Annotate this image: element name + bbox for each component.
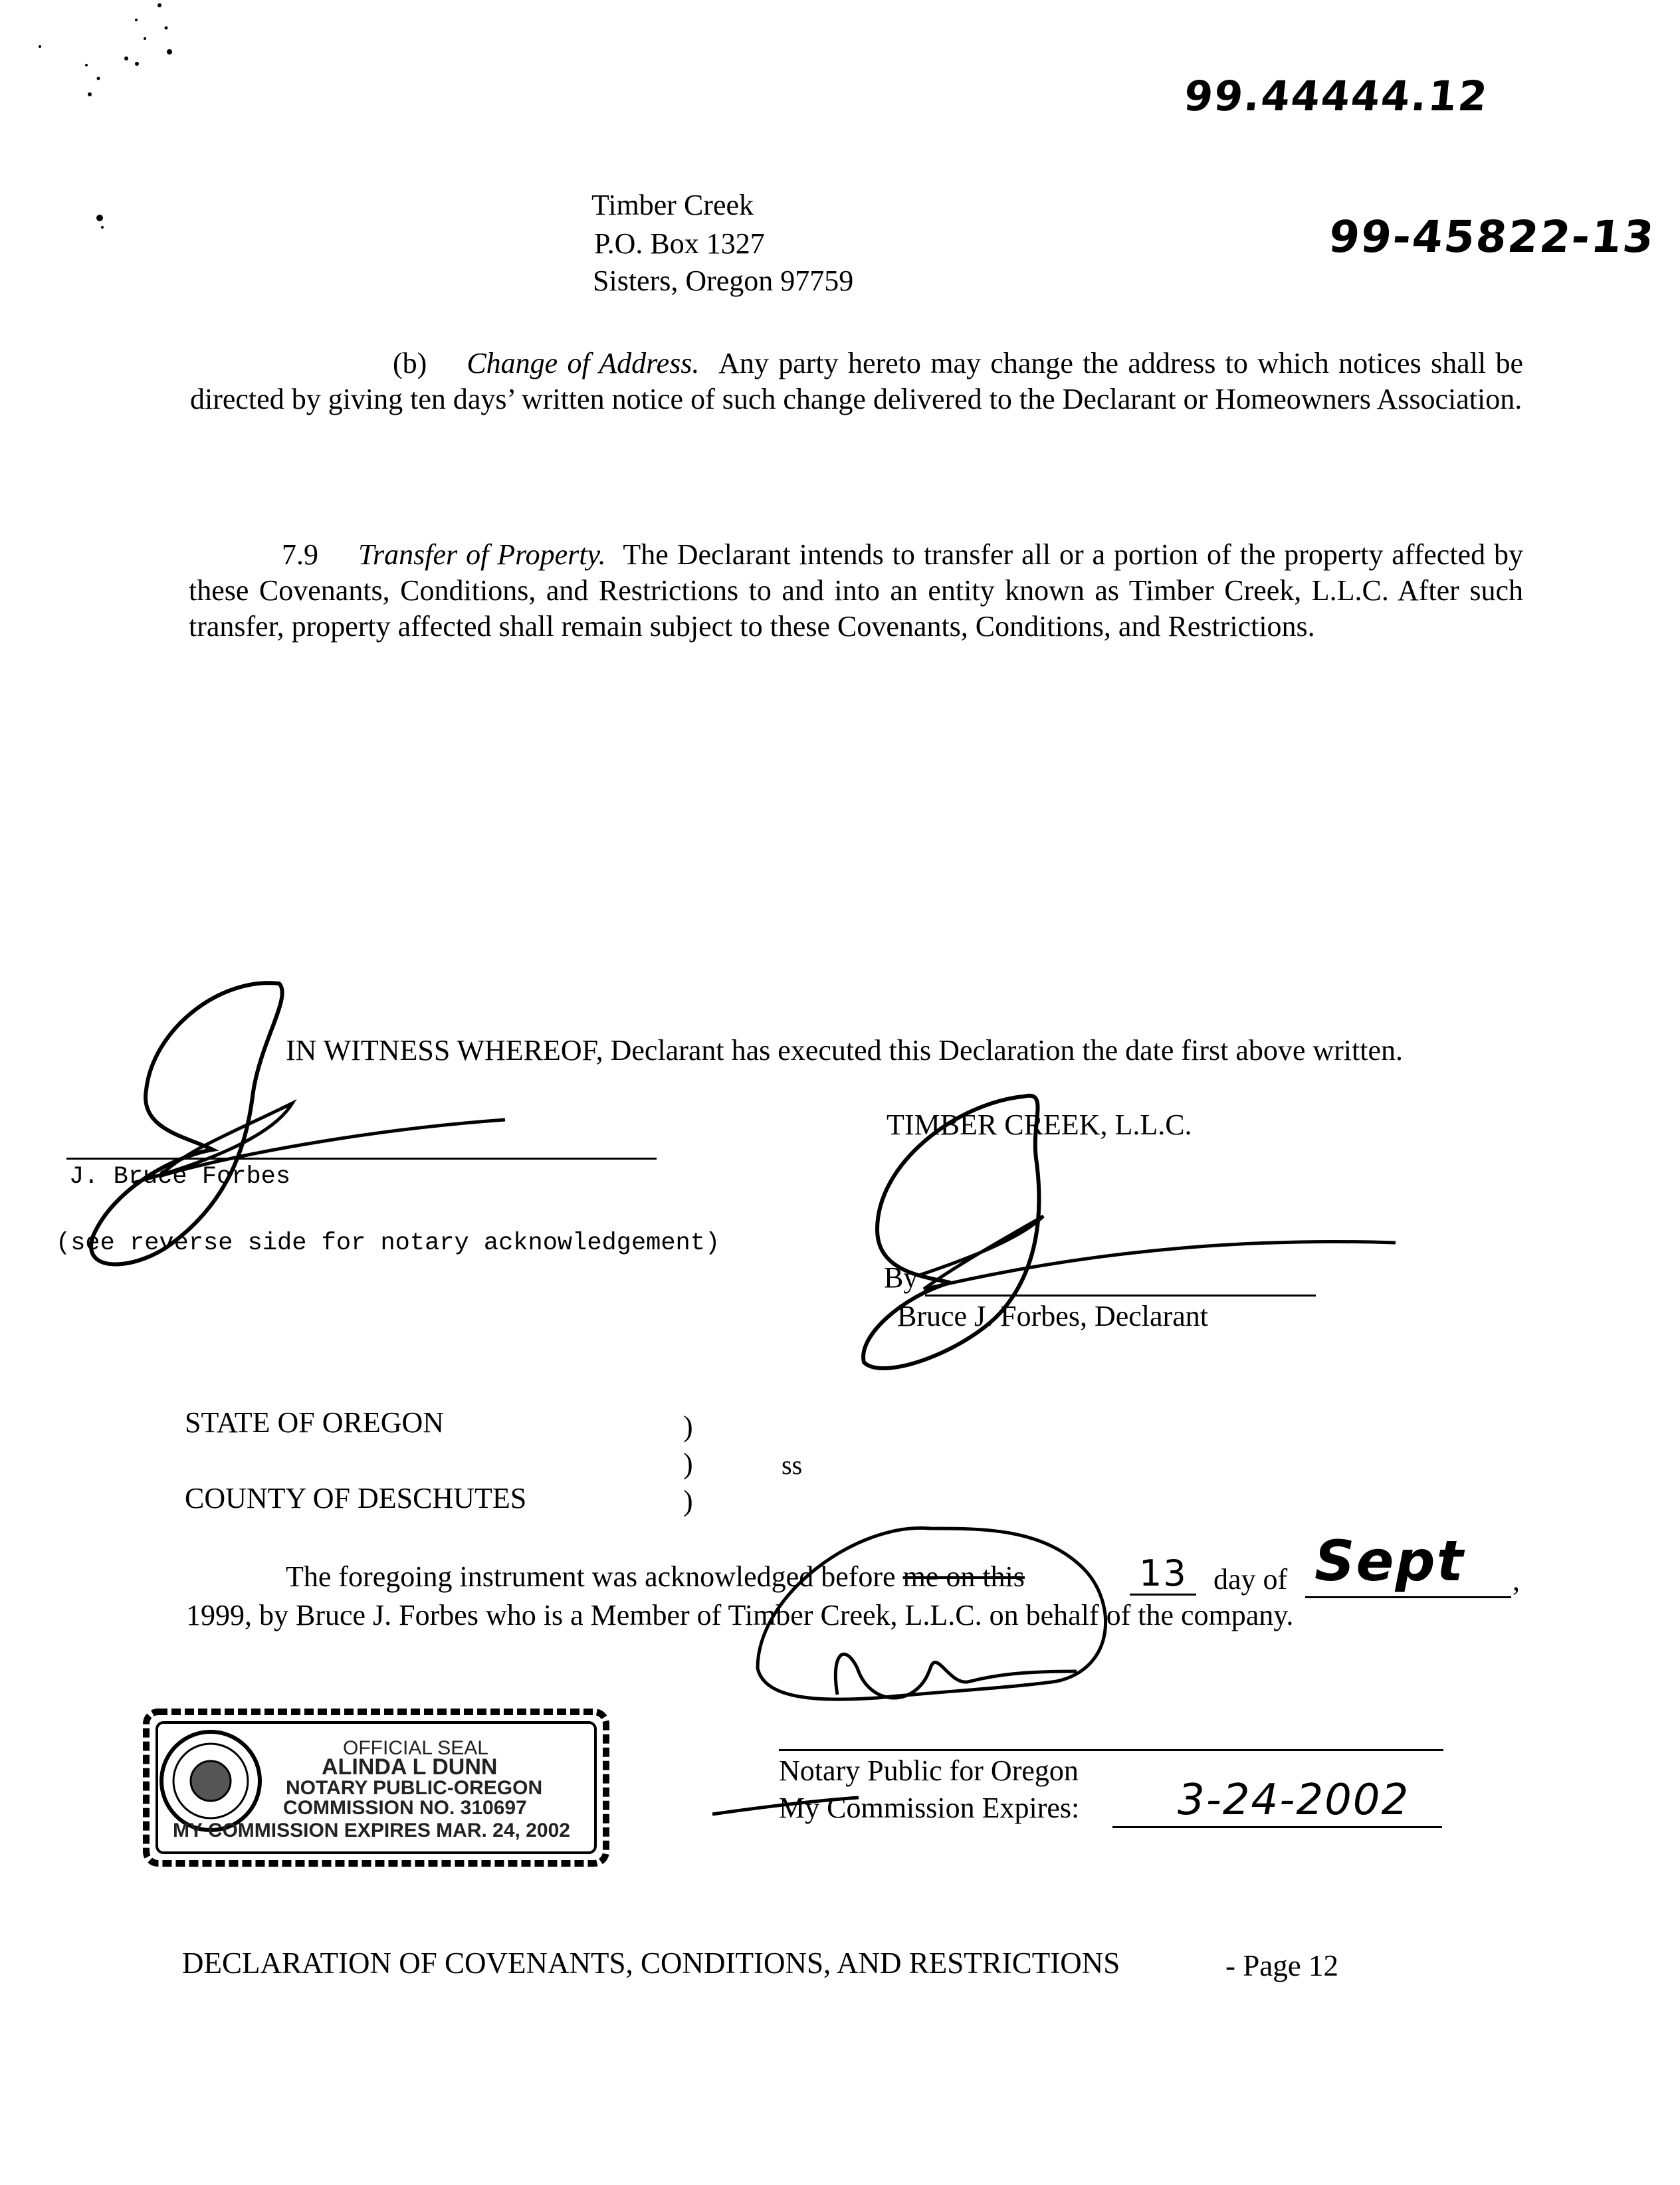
notary-signature — [744, 1515, 1156, 1734]
witness-clause: IN WITNESS WHEREOF, Declarant has executed this Declaration the date first above written. — [286, 1034, 1404, 1067]
section-number: 7.9 — [282, 538, 318, 571]
address-line-3: Sisters, Oregon 97759 — [593, 264, 854, 297]
scan-speck-left — [93, 211, 120, 238]
state-venue: STATE OF OREGON — [185, 1406, 445, 1439]
notary-reverse-note: (see reverse side for notary acknowledgement) — [56, 1229, 720, 1257]
scan-specks — [0, 0, 199, 146]
venue-paren-1: ) — [683, 1410, 693, 1443]
seal-line-2: ALINDA L DUNN — [322, 1754, 498, 1780]
seal-line-3: NOTARY PUBLIC-OREGON — [286, 1777, 543, 1799]
document-number-2: 99-45822-13 — [1326, 211, 1658, 262]
day-of-label: day of — [1213, 1563, 1288, 1596]
month-comma: , — [1513, 1564, 1520, 1597]
seal-line-4: COMMISSION NO. 310697 — [283, 1797, 527, 1819]
acknowledgment-line-2: 1999, by Bruce J. Forbes who is a Member of Timber Creek, L.L.C. on behalf of the company. — [186, 1599, 1294, 1631]
venue-paren-2: ) — [683, 1447, 693, 1480]
commission-expires-label: My Commission Expires: — [779, 1792, 1080, 1824]
company-name: TIMBER CREEK, L.L.C. — [887, 1108, 1192, 1141]
declarant-name: Bruce J. Forbes, Declarant — [897, 1300, 1208, 1332]
transfer-of-property-paragraph — [189, 537, 1523, 645]
by-label: By — [884, 1261, 918, 1294]
footer-title: DECLARATION OF COVENANTS, CONDITIONS, AND RESTRICTIONS — [182, 1946, 1120, 1980]
subsection-heading: Change of Address. — [467, 347, 700, 379]
notary-title: Notary Public for Oregon — [779, 1754, 1079, 1787]
subsection-marker: (b) — [393, 347, 427, 379]
change-of-address-paragraph — [190, 346, 1523, 417]
left-signature — [53, 977, 518, 1283]
right-signature — [824, 1083, 1422, 1376]
month-blank-line — [1305, 1596, 1511, 1598]
struck-text: me on this — [902, 1560, 1025, 1593]
address-line-2: P.O. Box 1327 — [594, 227, 765, 260]
seal-line-1: OFFICIAL SEAL — [343, 1737, 488, 1759]
official-notary-seal — [141, 1707, 611, 1869]
seal-line-5: MY COMMISSION EXPIRES MAR. 24, 2002 — [173, 1820, 570, 1841]
subsection-body: Any party hereto may change the address to which notices shall be directed by giving ten days’ written notice of such change delivered to the Declarant or Homeowners Association. — [190, 347, 1524, 415]
commission-expires-value: 3-24-2002 — [1178, 1776, 1410, 1825]
address-line-1: Timber Creek — [591, 189, 754, 221]
venue-paren-3: ) — [683, 1485, 693, 1517]
county-venue: COUNTY OF DESCHUTES — [185, 1482, 527, 1514]
notary-signature-line — [779, 1749, 1443, 1751]
commission-expires-line — [1112, 1826, 1442, 1828]
section-body: The Declarant intends to transfer all or a portion of the property affected by these Covenants, Conditions, and Restrictions to and into an entity known as Timber Creek, L.L.C. After such transfer, property affected shall remain subject to these Covenants, Conditions, and Restrictions. — [189, 538, 1524, 643]
left-signer-name: J. Bruce Forbes — [69, 1163, 291, 1191]
document-number-1: 99.44444.12 — [1182, 72, 1491, 120]
venue-ss: ss — [782, 1450, 803, 1480]
footer-page-number: - Page 12 — [1225, 1949, 1338, 1982]
day-value: 13 — [1139, 1552, 1188, 1594]
acknowledgment-text-a: The foregoing instrument was acknowledged before — [286, 1560, 896, 1593]
notary-strike-stroke — [706, 1788, 865, 1827]
section-heading: Transfer of Property. — [358, 538, 606, 571]
month-value: Sept — [1314, 1528, 1465, 1594]
